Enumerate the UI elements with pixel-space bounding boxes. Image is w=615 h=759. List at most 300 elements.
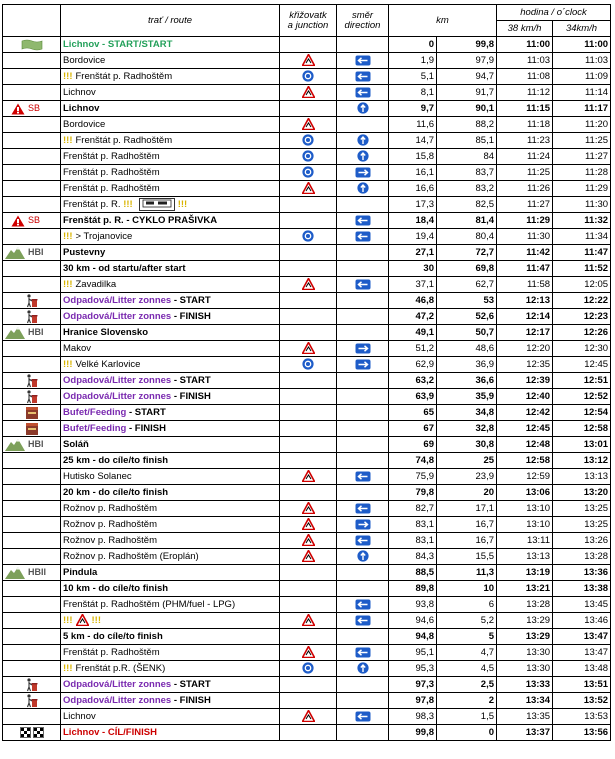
place-name: Lichnov [63, 87, 96, 98]
route-row [3, 213, 611, 229]
arrow-right-icon [355, 343, 371, 354]
caution-marker: !!! [177, 199, 188, 210]
logo-cell [3, 245, 61, 261]
time-34-cell: 13:36 [553, 565, 611, 581]
route-row [3, 149, 611, 165]
place-name: Odpadová/Litter zonnes [63, 391, 172, 402]
remaining-km-cell: 84 [437, 149, 497, 165]
logo-cell [3, 677, 61, 693]
junction-cell [280, 405, 337, 421]
place-name: Odpadová/Litter zonnes [63, 295, 172, 306]
place-name: Odpadová/Litter zonnes [63, 679, 172, 690]
route-row [3, 581, 611, 597]
arrow-left-icon [355, 55, 371, 66]
direction-cell [337, 629, 389, 645]
direction-cell [337, 709, 389, 725]
remaining-km-cell: 99,8 [437, 37, 497, 53]
arrow-left-icon [355, 87, 371, 98]
arrow-up-icon [357, 550, 369, 562]
route-row [3, 309, 611, 325]
logo-cell [3, 517, 61, 533]
route-row [3, 517, 611, 533]
arrow-right-icon [355, 167, 371, 178]
km-cell: 8,1 [389, 85, 437, 101]
direction-cell [337, 117, 389, 133]
logo-cell [3, 229, 61, 245]
remaining-km-cell: 94,7 [437, 69, 497, 85]
time-38-cell: 11:12 [497, 85, 553, 101]
route-cell [61, 197, 280, 213]
time-34-cell: 11:20 [553, 117, 611, 133]
logo-cell [3, 165, 61, 181]
remaining-km-cell: 90,1 [437, 101, 497, 117]
km-cell: 83,1 [389, 533, 437, 549]
junction-cell [280, 533, 337, 549]
junction-cell [280, 213, 337, 229]
time-34-cell: 12:51 [553, 373, 611, 389]
time-34-cell: 13:25 [553, 501, 611, 517]
km-cell: 67 [389, 421, 437, 437]
route-row [3, 389, 611, 405]
logo-cell [3, 149, 61, 165]
warning-triangle-icon [302, 710, 315, 722]
place-name: 5 km - do cíle/to finish [63, 631, 163, 642]
litter-bin-icon [25, 374, 38, 388]
litter-bin-icon [25, 390, 38, 404]
km-cell: 74,8 [389, 453, 437, 469]
km-cell: 97,3 [389, 677, 437, 693]
logo-cell [3, 261, 61, 277]
km-cell: 15,8 [389, 149, 437, 165]
junction-cell [280, 677, 337, 693]
place-name: Bufet/Feeding [63, 423, 127, 434]
route-table-body [3, 37, 611, 741]
route-cell [61, 277, 280, 293]
remaining-km-cell: 11,3 [437, 565, 497, 581]
direction-cell [337, 645, 389, 661]
time-38-cell: 12:39 [497, 373, 553, 389]
route-row [3, 53, 611, 69]
logo-cell [3, 197, 61, 213]
km-column-header: km [389, 5, 497, 37]
logo-cell [3, 133, 61, 149]
route-row [3, 37, 611, 53]
route-cell [61, 261, 280, 277]
place-name: 10 km - do cíle/to finish [63, 583, 169, 594]
route-cell [61, 469, 280, 485]
logo-cell [3, 69, 61, 85]
place-name: Frenštát p. Radhoštěm [63, 151, 160, 162]
junction-cell [280, 693, 337, 709]
km-cell: 16,1 [389, 165, 437, 181]
direction-cell [337, 53, 389, 69]
remaining-km-cell: 80,4 [437, 229, 497, 245]
direction-cell [337, 565, 389, 581]
route-cell [61, 517, 280, 533]
time-38-cell: 11:15 [497, 101, 553, 117]
direction-cell [337, 389, 389, 405]
route-row [3, 69, 611, 85]
arrow-left-icon [355, 471, 371, 482]
place-name: > Trojanovice [75, 231, 133, 242]
logo-cell [3, 565, 61, 581]
km-cell: 49,1 [389, 325, 437, 341]
logo-cell [3, 389, 61, 405]
time-38-cell: 13:30 [497, 661, 553, 677]
km-cell: 17,3 [389, 197, 437, 213]
time-38-cell: 11:08 [497, 69, 553, 85]
litter-bin-icon [25, 678, 38, 692]
time-34-cell: 12:26 [553, 325, 611, 341]
warning-triangle-icon [302, 646, 315, 658]
junction-cell [280, 101, 337, 117]
direction-cell [337, 677, 389, 693]
remaining-km-cell: 34,8 [437, 405, 497, 421]
logo-cell [3, 533, 61, 549]
place-name: Pindula [63, 567, 98, 578]
km-cell: 95,3 [389, 661, 437, 677]
logo-cell [3, 373, 61, 389]
junction-cell [280, 661, 337, 677]
km-cell: 1,9 [389, 53, 437, 69]
direction-cell [337, 197, 389, 213]
direction-cell [337, 549, 389, 565]
time-38-cell: 13:11 [497, 533, 553, 549]
logo-cell [3, 293, 61, 309]
place-name: Frenštát p. Radhoštěm [63, 167, 160, 178]
time-38-cell: 11:29 [497, 213, 553, 229]
logo-cell [3, 405, 61, 421]
time-38-cell: 11:03 [497, 53, 553, 69]
time-34-cell: 13:53 [553, 709, 611, 725]
time-34-cell: 13:25 [553, 517, 611, 533]
junction-cell [280, 181, 337, 197]
remaining-km-cell: 16,7 [437, 517, 497, 533]
time-34-cell: 11:34 [553, 229, 611, 245]
time-34-cell: 11:14 [553, 85, 611, 101]
caution-marker: !!! [63, 279, 73, 290]
time-34-cell: 13:12 [553, 453, 611, 469]
junction-cell [280, 341, 337, 357]
km-cell: 63,2 [389, 373, 437, 389]
arrow-left-icon [355, 615, 371, 626]
time-34-cell: 11:03 [553, 53, 611, 69]
route-row [3, 245, 611, 261]
time-38-cell: 13:13 [497, 549, 553, 565]
km-cell: 82,7 [389, 501, 437, 517]
direction-cell [337, 277, 389, 293]
place-name: Velké Karlovice [75, 359, 141, 370]
direction-cell [337, 725, 389, 741]
time-38-cell: 11:58 [497, 277, 553, 293]
logo-cell [3, 117, 61, 133]
time-34-cell: 13:28 [553, 549, 611, 565]
arrow-up-icon [357, 134, 369, 146]
time-34-cell: 12:58 [553, 421, 611, 437]
arrow-left-icon [355, 215, 371, 226]
route-row [3, 357, 611, 373]
route-row [3, 485, 611, 501]
km-cell: 97,8 [389, 693, 437, 709]
time-38-cell: 13:33 [497, 677, 553, 693]
time-34-cell: 13:47 [553, 645, 611, 661]
time-34-cell: 12:05 [553, 277, 611, 293]
junction-cell [280, 709, 337, 725]
route-cell [61, 613, 280, 629]
roundabout-icon [302, 166, 314, 178]
route-row [3, 181, 611, 197]
sb-warning-icon [11, 215, 25, 227]
direction-cell [337, 661, 389, 677]
direction-cell [337, 37, 389, 53]
route-row [3, 341, 611, 357]
junction-cell [280, 149, 337, 165]
direction-cell [337, 85, 389, 101]
direction-cell [337, 357, 389, 373]
remaining-km-cell: 91,7 [437, 85, 497, 101]
remaining-km-cell: 32,8 [437, 421, 497, 437]
logo-cell [3, 437, 61, 453]
route-cell [61, 357, 280, 373]
direction-cell [337, 533, 389, 549]
time-34-cell: 11:00 [553, 37, 611, 53]
direction-cell [337, 341, 389, 357]
time-34-cell: 13:56 [553, 725, 611, 741]
km-cell: 89,8 [389, 581, 437, 597]
place-name: Lichnov [63, 103, 100, 114]
place-suffix: - START [171, 375, 211, 386]
logo-cell [3, 309, 61, 325]
route-row [3, 453, 611, 469]
time-34-cell: 11:30 [553, 197, 611, 213]
km-cell: 5,1 [389, 69, 437, 85]
direction-column-header: směr direction [337, 5, 389, 37]
route-column-header: trať / route [61, 5, 280, 37]
junction-cell [280, 325, 337, 341]
route-row [3, 709, 611, 725]
time-38-cell: 11:47 [497, 261, 553, 277]
route-row [3, 677, 611, 693]
speed-38-header: 38 km/h [497, 21, 553, 37]
direction-cell [337, 469, 389, 485]
warning-triangle-icon [302, 470, 315, 482]
time-38-cell: 13:29 [497, 629, 553, 645]
time-34-cell: 11:52 [553, 261, 611, 277]
litter-bin-icon [25, 310, 38, 324]
place-name: Frenštát p. Radhoštěm [75, 135, 173, 146]
time-34-cell: 13:52 [553, 693, 611, 709]
km-cell: 93,8 [389, 597, 437, 613]
route-row [3, 533, 611, 549]
logo-column-header [3, 5, 61, 37]
route-cell [61, 149, 280, 165]
route-cell [61, 101, 280, 117]
remaining-km-cell: 4,5 [437, 661, 497, 677]
junction-cell [280, 629, 337, 645]
junction-cell [280, 517, 337, 533]
time-34-cell: 12:45 [553, 357, 611, 373]
place-name: Hutisko Solanec [63, 471, 132, 482]
place-name: Frenštát p. R. [63, 199, 121, 210]
remaining-km-cell: 2 [437, 693, 497, 709]
remaining-km-cell: 6 [437, 597, 497, 613]
time-34-cell: 11:17 [553, 101, 611, 117]
warning-triangle-icon [302, 550, 315, 562]
junction-cell [280, 261, 337, 277]
route-cell [61, 309, 280, 325]
time-38-cell: 12:17 [497, 325, 553, 341]
roundabout-icon [302, 150, 314, 162]
place-name: Bordovice [63, 119, 106, 130]
place-name: Frenštát p. Radhoštěm [75, 71, 173, 82]
remaining-km-cell: 62,7 [437, 277, 497, 293]
time-38-cell: 13:10 [497, 501, 553, 517]
km-cell: 88,5 [389, 565, 437, 581]
logo-cell [3, 357, 61, 373]
km-cell: 27,1 [389, 245, 437, 261]
direction-cell [337, 133, 389, 149]
hbi-label: HBII [28, 567, 46, 577]
route-row [3, 437, 611, 453]
route-cell [61, 725, 280, 741]
arrow-up-icon [357, 102, 369, 114]
direction-cell [337, 373, 389, 389]
junction-cell [280, 357, 337, 373]
caution-marker: !!! [63, 71, 73, 82]
route-row [3, 373, 611, 389]
route-cell [61, 133, 280, 149]
arrow-right-icon [355, 519, 371, 530]
place-name: Lichnov - CÍL/FINISH [63, 727, 157, 738]
route-row [3, 117, 611, 133]
logo-cell [3, 549, 61, 565]
route-row [3, 197, 611, 213]
junction-column-header: křižovatk a junction [280, 5, 337, 37]
place-name: Frenštát p. R. - CYKLO PRAŠIVKA [63, 215, 218, 226]
route-cell [61, 581, 280, 597]
place-name: Odpadová/Litter zonnes [63, 311, 172, 322]
time-34-cell: 13:20 [553, 485, 611, 501]
km-cell: 94,8 [389, 629, 437, 645]
time-34-cell: 11:27 [553, 149, 611, 165]
route-cell [61, 565, 280, 581]
remaining-km-cell: 20 [437, 485, 497, 501]
route-cell [61, 629, 280, 645]
time-38-cell: 11:18 [497, 117, 553, 133]
remaining-km-cell: 97,9 [437, 53, 497, 69]
mountain-icon [5, 567, 25, 579]
route-table [2, 4, 611, 741]
direction-cell [337, 405, 389, 421]
remaining-km-cell: 1,5 [437, 709, 497, 725]
warning-triangle-icon [302, 342, 315, 354]
km-cell: 18,4 [389, 213, 437, 229]
logo-cell [3, 101, 61, 117]
time-38-cell: 13:29 [497, 613, 553, 629]
km-cell: 65 [389, 405, 437, 421]
direction-cell [337, 437, 389, 453]
direction-cell [337, 101, 389, 117]
km-cell: 16,6 [389, 181, 437, 197]
route-cell [61, 645, 280, 661]
junction-cell [280, 469, 337, 485]
junction-cell [280, 117, 337, 133]
junction-cell [280, 389, 337, 405]
junction-cell [280, 549, 337, 565]
place-name: Soláň [63, 439, 89, 450]
mountain-icon [5, 247, 25, 259]
junction-cell [280, 245, 337, 261]
route-row [3, 501, 611, 517]
logo-cell [3, 85, 61, 101]
time-34-cell: 13:45 [553, 597, 611, 613]
route-cell [61, 213, 280, 229]
checkered-flag-icon [20, 727, 44, 739]
place-name: Odpadová/Litter zonnes [63, 695, 172, 706]
junction-cell [280, 133, 337, 149]
logo-cell [3, 613, 61, 629]
logo-cell [3, 37, 61, 53]
route-cell [61, 421, 280, 437]
route-row [3, 405, 611, 421]
remaining-km-cell: 25 [437, 453, 497, 469]
direction-cell [337, 501, 389, 517]
route-cell [61, 501, 280, 517]
junction-cell [280, 501, 337, 517]
warning-triangle-icon [302, 614, 315, 626]
time-34-cell: 13:46 [553, 613, 611, 629]
route-cell [61, 69, 280, 85]
warning-triangle-icon [302, 278, 315, 290]
remaining-km-cell: 17,1 [437, 501, 497, 517]
place-name: Rožnov p. Radhoštěm [63, 519, 157, 530]
litter-bin-icon [25, 694, 38, 708]
roundabout-icon [302, 662, 314, 674]
route-row [3, 165, 611, 181]
km-cell: 62,9 [389, 357, 437, 373]
time-38-cell: 11:42 [497, 245, 553, 261]
direction-cell [337, 485, 389, 501]
time-34-cell: 11:25 [553, 133, 611, 149]
route-cell [61, 597, 280, 613]
remaining-km-cell: 23,9 [437, 469, 497, 485]
place-name: Odpadová/Litter zonnes [63, 375, 172, 386]
caution-marker: !!! [91, 615, 101, 626]
remaining-km-cell: 5 [437, 629, 497, 645]
caution-marker: !!! [123, 199, 133, 210]
direction-cell [337, 229, 389, 245]
time-38-cell: 11:00 [497, 37, 553, 53]
route-cell [61, 453, 280, 469]
caution-marker: !!! [63, 231, 73, 242]
remaining-km-cell: 2,5 [437, 677, 497, 693]
time-38-cell: 12:35 [497, 357, 553, 373]
route-row [3, 261, 611, 277]
place-name: Frenštát p. Radhoštěm (PHM/fuel - LPG) [63, 599, 236, 610]
remaining-km-cell: 88,2 [437, 117, 497, 133]
hours-column-header: hodina / o´clock [497, 5, 611, 21]
remaining-km-cell: 4,7 [437, 645, 497, 661]
rail-crossing [139, 198, 175, 211]
time-38-cell: 12:42 [497, 405, 553, 421]
arrow-right-icon [355, 359, 371, 370]
km-cell: 51,2 [389, 341, 437, 357]
place-name: Bordovice [63, 55, 106, 66]
logo-cell [3, 597, 61, 613]
hbi-label: HBI [28, 439, 44, 449]
logo-cell [3, 629, 61, 645]
route-row [3, 85, 611, 101]
